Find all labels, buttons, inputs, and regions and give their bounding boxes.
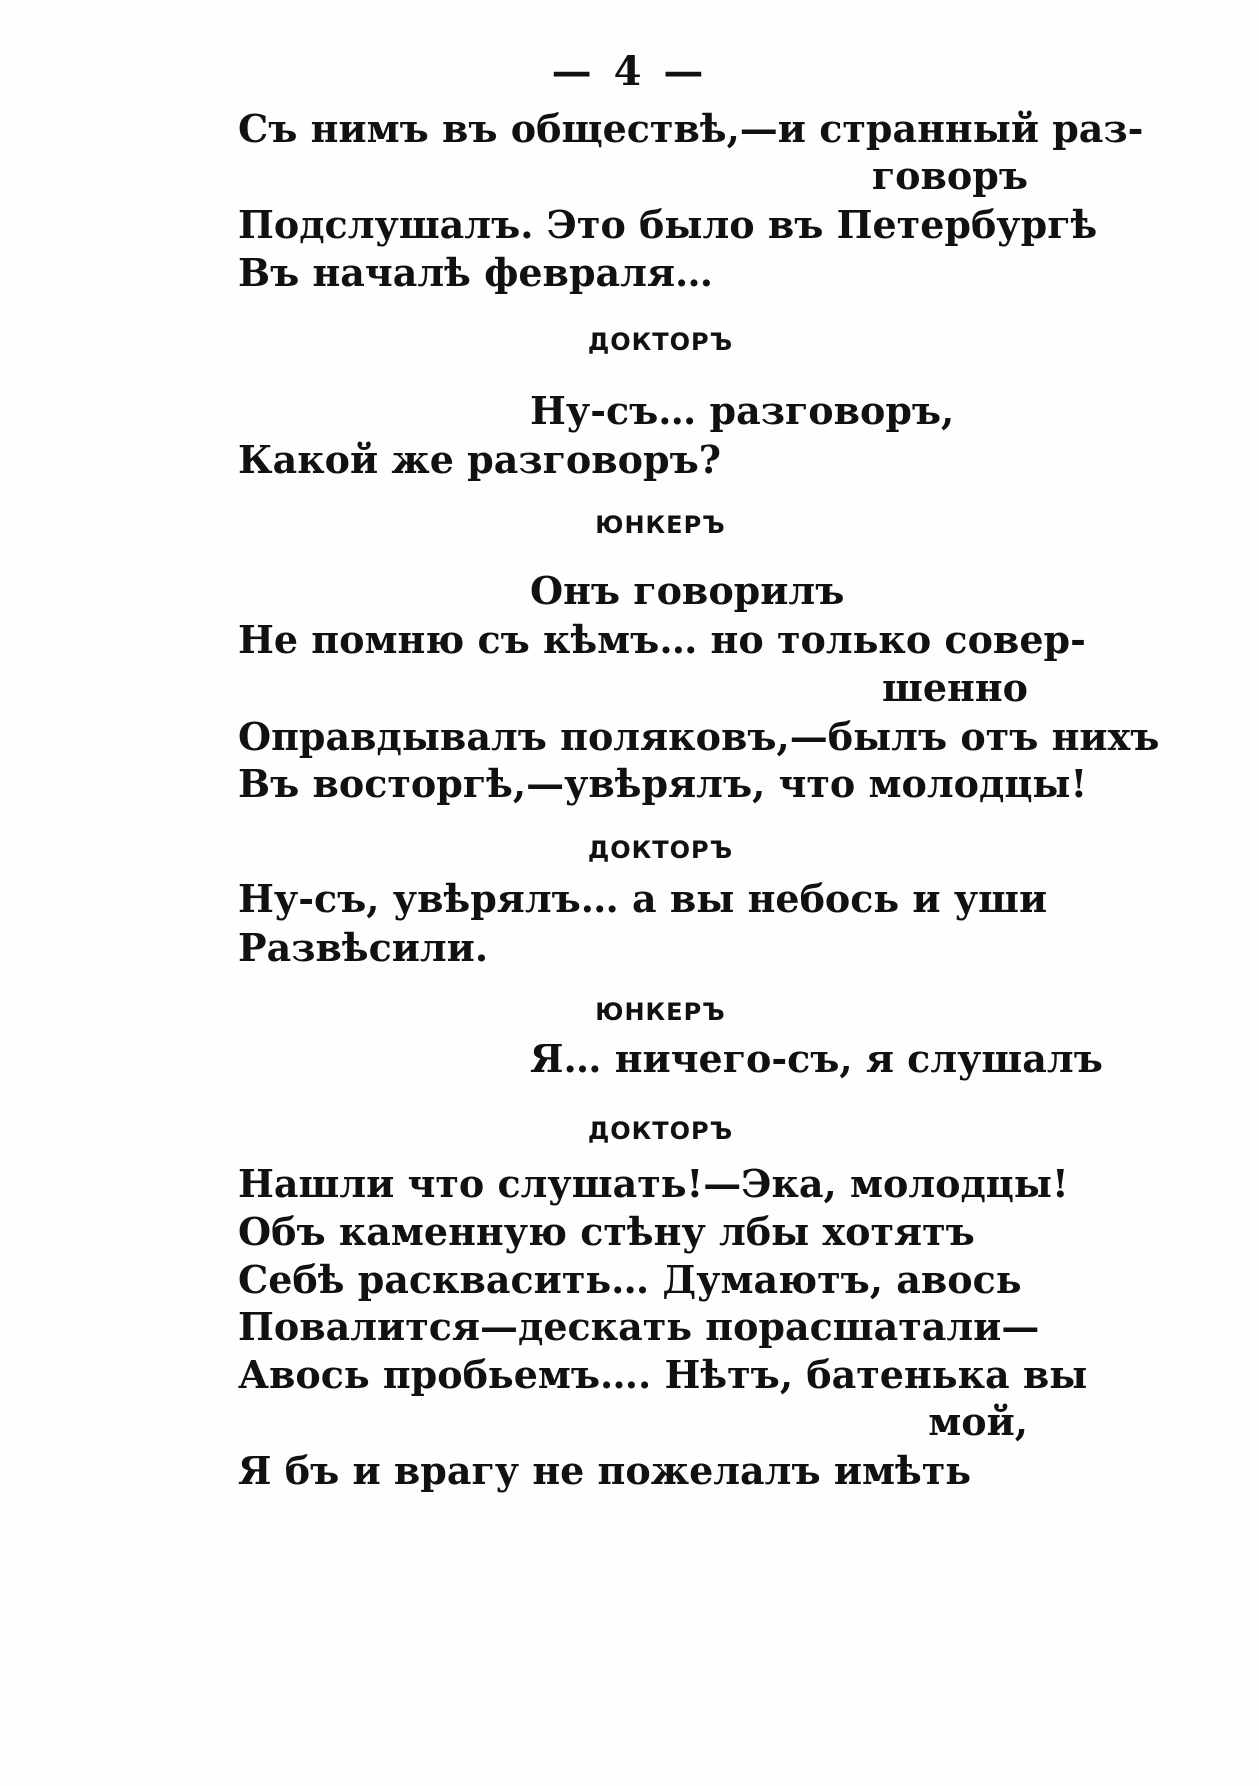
verse-line: Объ каменную стѣну лбы хотятъ bbox=[238, 1209, 975, 1254]
verse-line-continuation: шенно bbox=[882, 665, 1028, 710]
verse-line: Съ нимъ въ обществѣ,—и странный раз- bbox=[238, 106, 1144, 151]
verse-line: Какой же разговоръ? bbox=[238, 437, 721, 482]
verse-line: Не помню съ кѣмъ… но только совер- bbox=[238, 617, 1086, 662]
verse-line: Повалится—дескать порасшатали— bbox=[238, 1304, 1040, 1349]
verse-line: Оправдывалъ поляковъ,—былъ отъ нихъ bbox=[238, 714, 1160, 759]
verse-line: Ну-съ, увѣрялъ… а вы небось и уши bbox=[238, 876, 1048, 921]
speaker-name: ЮНКЕРЪ bbox=[595, 511, 726, 539]
speaker-name: ДОКТОРЪ bbox=[587, 836, 734, 864]
speaker-name: ЮНКЕРЪ bbox=[595, 998, 726, 1026]
verse-line: Нашли что слушать!—Эка, молодцы! bbox=[238, 1161, 1069, 1206]
verse-line: Въ восторгѣ,—увѣрялъ, что молодцы! bbox=[238, 761, 1088, 806]
verse-line: Онъ говорилъ bbox=[530, 568, 845, 613]
verse-line: Я бъ и врагу не пожелалъ имѣть bbox=[238, 1448, 972, 1493]
verse-line: Я… ничего-съ, я слушалъ bbox=[530, 1036, 1103, 1081]
verse-line: Авось пробьемъ…. Нѣтъ, батенька вы bbox=[238, 1352, 1088, 1397]
verse-line: Развѣсили. bbox=[238, 925, 489, 970]
speaker-name: ДОКТОРЪ bbox=[587, 328, 734, 356]
verse-line-continuation: говоръ bbox=[871, 153, 1028, 198]
page-number: — 4 — bbox=[551, 48, 708, 95]
verse-line: Подслушалъ. Это было въ Петербургѣ bbox=[238, 202, 1098, 247]
speaker-name: ДОКТОРЪ bbox=[587, 1117, 734, 1145]
verse-line: Въ началѣ февраля… bbox=[238, 250, 714, 295]
verse-line: Ну-съ… разговоръ, bbox=[530, 388, 955, 433]
verse-line: Себѣ расквасить… Думаютъ, авось bbox=[238, 1257, 1022, 1302]
verse-line-continuation: мой, bbox=[928, 1399, 1028, 1444]
